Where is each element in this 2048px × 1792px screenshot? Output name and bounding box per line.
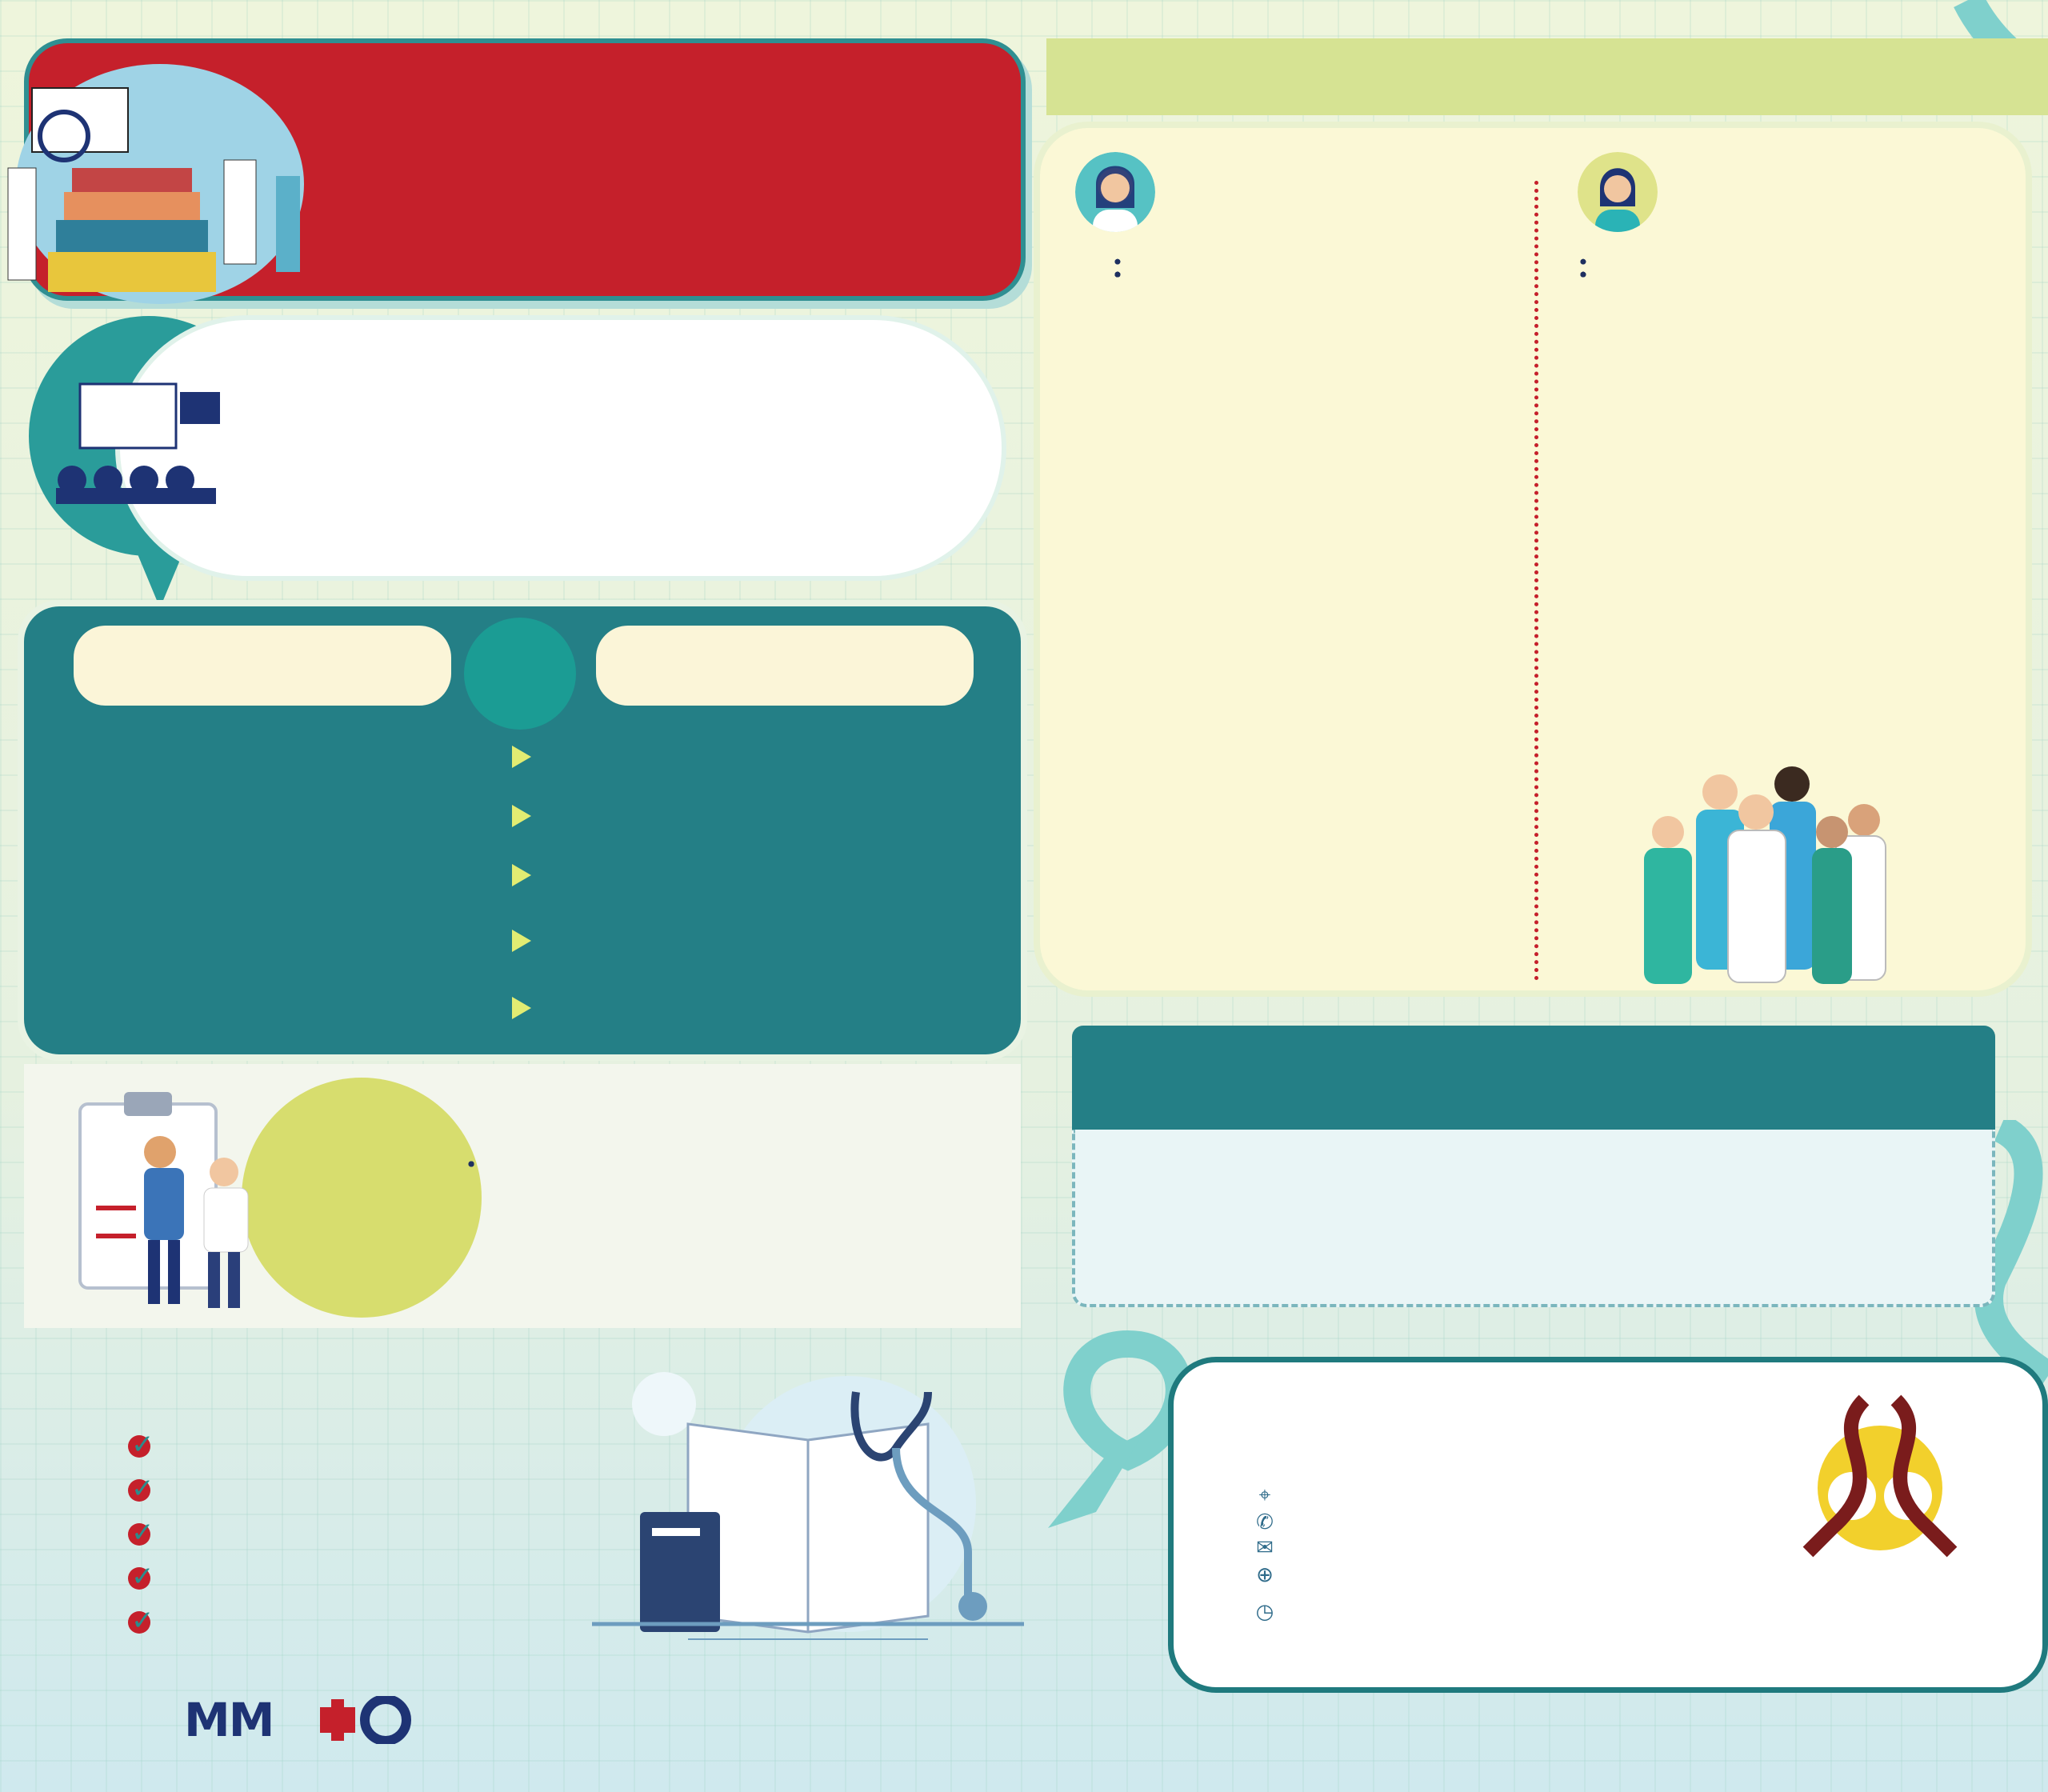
clock-icon: ◷: [1255, 1600, 1274, 1624]
svg-text:MM: MM: [184, 1696, 274, 1744]
traditional-approach-label: [74, 626, 451, 706]
boards-header: [1072, 1026, 1995, 1130]
email-icon: ✉: [1256, 1536, 1274, 1560]
mmc-logo: [184, 1696, 416, 1744]
what-is-card: [120, 320, 1002, 576]
topic-item: [128, 1613, 163, 1657]
clipboard-doctors-illustration: [72, 1088, 264, 1312]
multidisciplinary-approach-label: [596, 626, 974, 706]
boards-body: [1072, 1130, 1995, 1307]
phone-icon: ✆: [1256, 1510, 1274, 1534]
arrow-right-icon: [512, 930, 531, 952]
stat-circle: [242, 1078, 482, 1318]
vs-badge: [464, 618, 576, 730]
globe-icon: ⊕: [1256, 1563, 1274, 1587]
arrow-right-icon: [512, 805, 531, 827]
presentation-illustration: [48, 376, 232, 504]
boards-heading: [1072, 1045, 1995, 1077]
medical-team-illustration: [1632, 760, 1920, 992]
support-roles: [1578, 246, 2010, 262]
location-pin-icon: ⌖: [1258, 1483, 1271, 1507]
team-divider: [1534, 181, 1538, 981]
doctors-books-illustration: [0, 48, 320, 304]
team-banner: [1046, 38, 2048, 115]
female-doctor-avatar: [1075, 152, 1155, 232]
makatimed-cancer-institute-logo: [1776, 1392, 1984, 1576]
nurse-avatar: [1578, 152, 1658, 232]
book-stethoscope-illustration: [592, 1368, 1024, 1640]
arrow-right-icon: [512, 864, 531, 886]
arrow-right-icon: [512, 997, 531, 1019]
arrow-right-icon: [512, 746, 531, 768]
topics-list: [128, 1437, 163, 1657]
medical-roles: [1112, 246, 1528, 262]
